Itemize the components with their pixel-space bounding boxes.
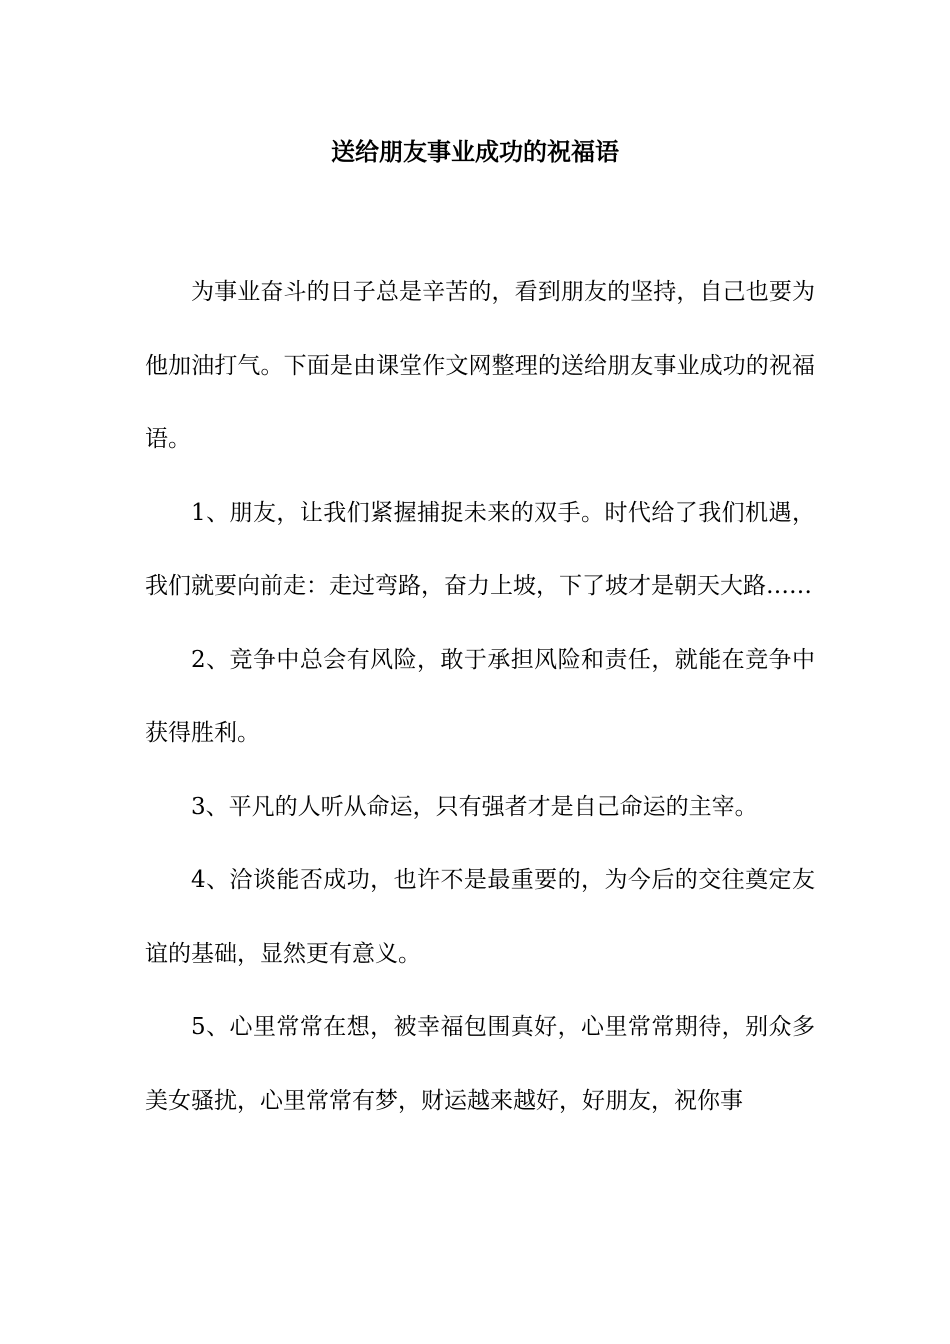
paragraph-item-4: 4、洽谈能否成功，也许不是最重要的，为今后的交往奠定友谊的基础，显然更有意义。 — [145, 867, 815, 967]
paragraph-item-1: 1、朋友，让我们紧握捕捉未来的双手。时代给了我们机遇，我们就要向前走：走过弯路，奋力上坡，下了坡才是朝天大路…… — [145, 499, 815, 599]
paragraph-item-5: 5、心里常常在想，被幸福包围真好，心里常常期待，别众多美女骚扰，心里常常有梦，财运越来越好，好朋友，祝你事 — [145, 1014, 815, 1114]
paragraph-intro: 为事业奋斗的日子总是辛苦的，看到朋友的坚持，自己也要为他加油打气。下面是由课堂作文网整理的送给朋友事业成功的祝福语。 — [145, 279, 815, 452]
paragraph-item-2: 2、竞争中总会有风险，敢于承担风险和责任，就能在竞争中获得胜利。 — [145, 646, 815, 746]
document-body — [145, 256, 815, 1138]
document-title: 送给朋友事业成功的祝福语 — [331, 138, 619, 166]
paragraph-item-3: 3、平凡的人听从命运，只有强者才是自己命运的主宰。 — [191, 793, 758, 820]
